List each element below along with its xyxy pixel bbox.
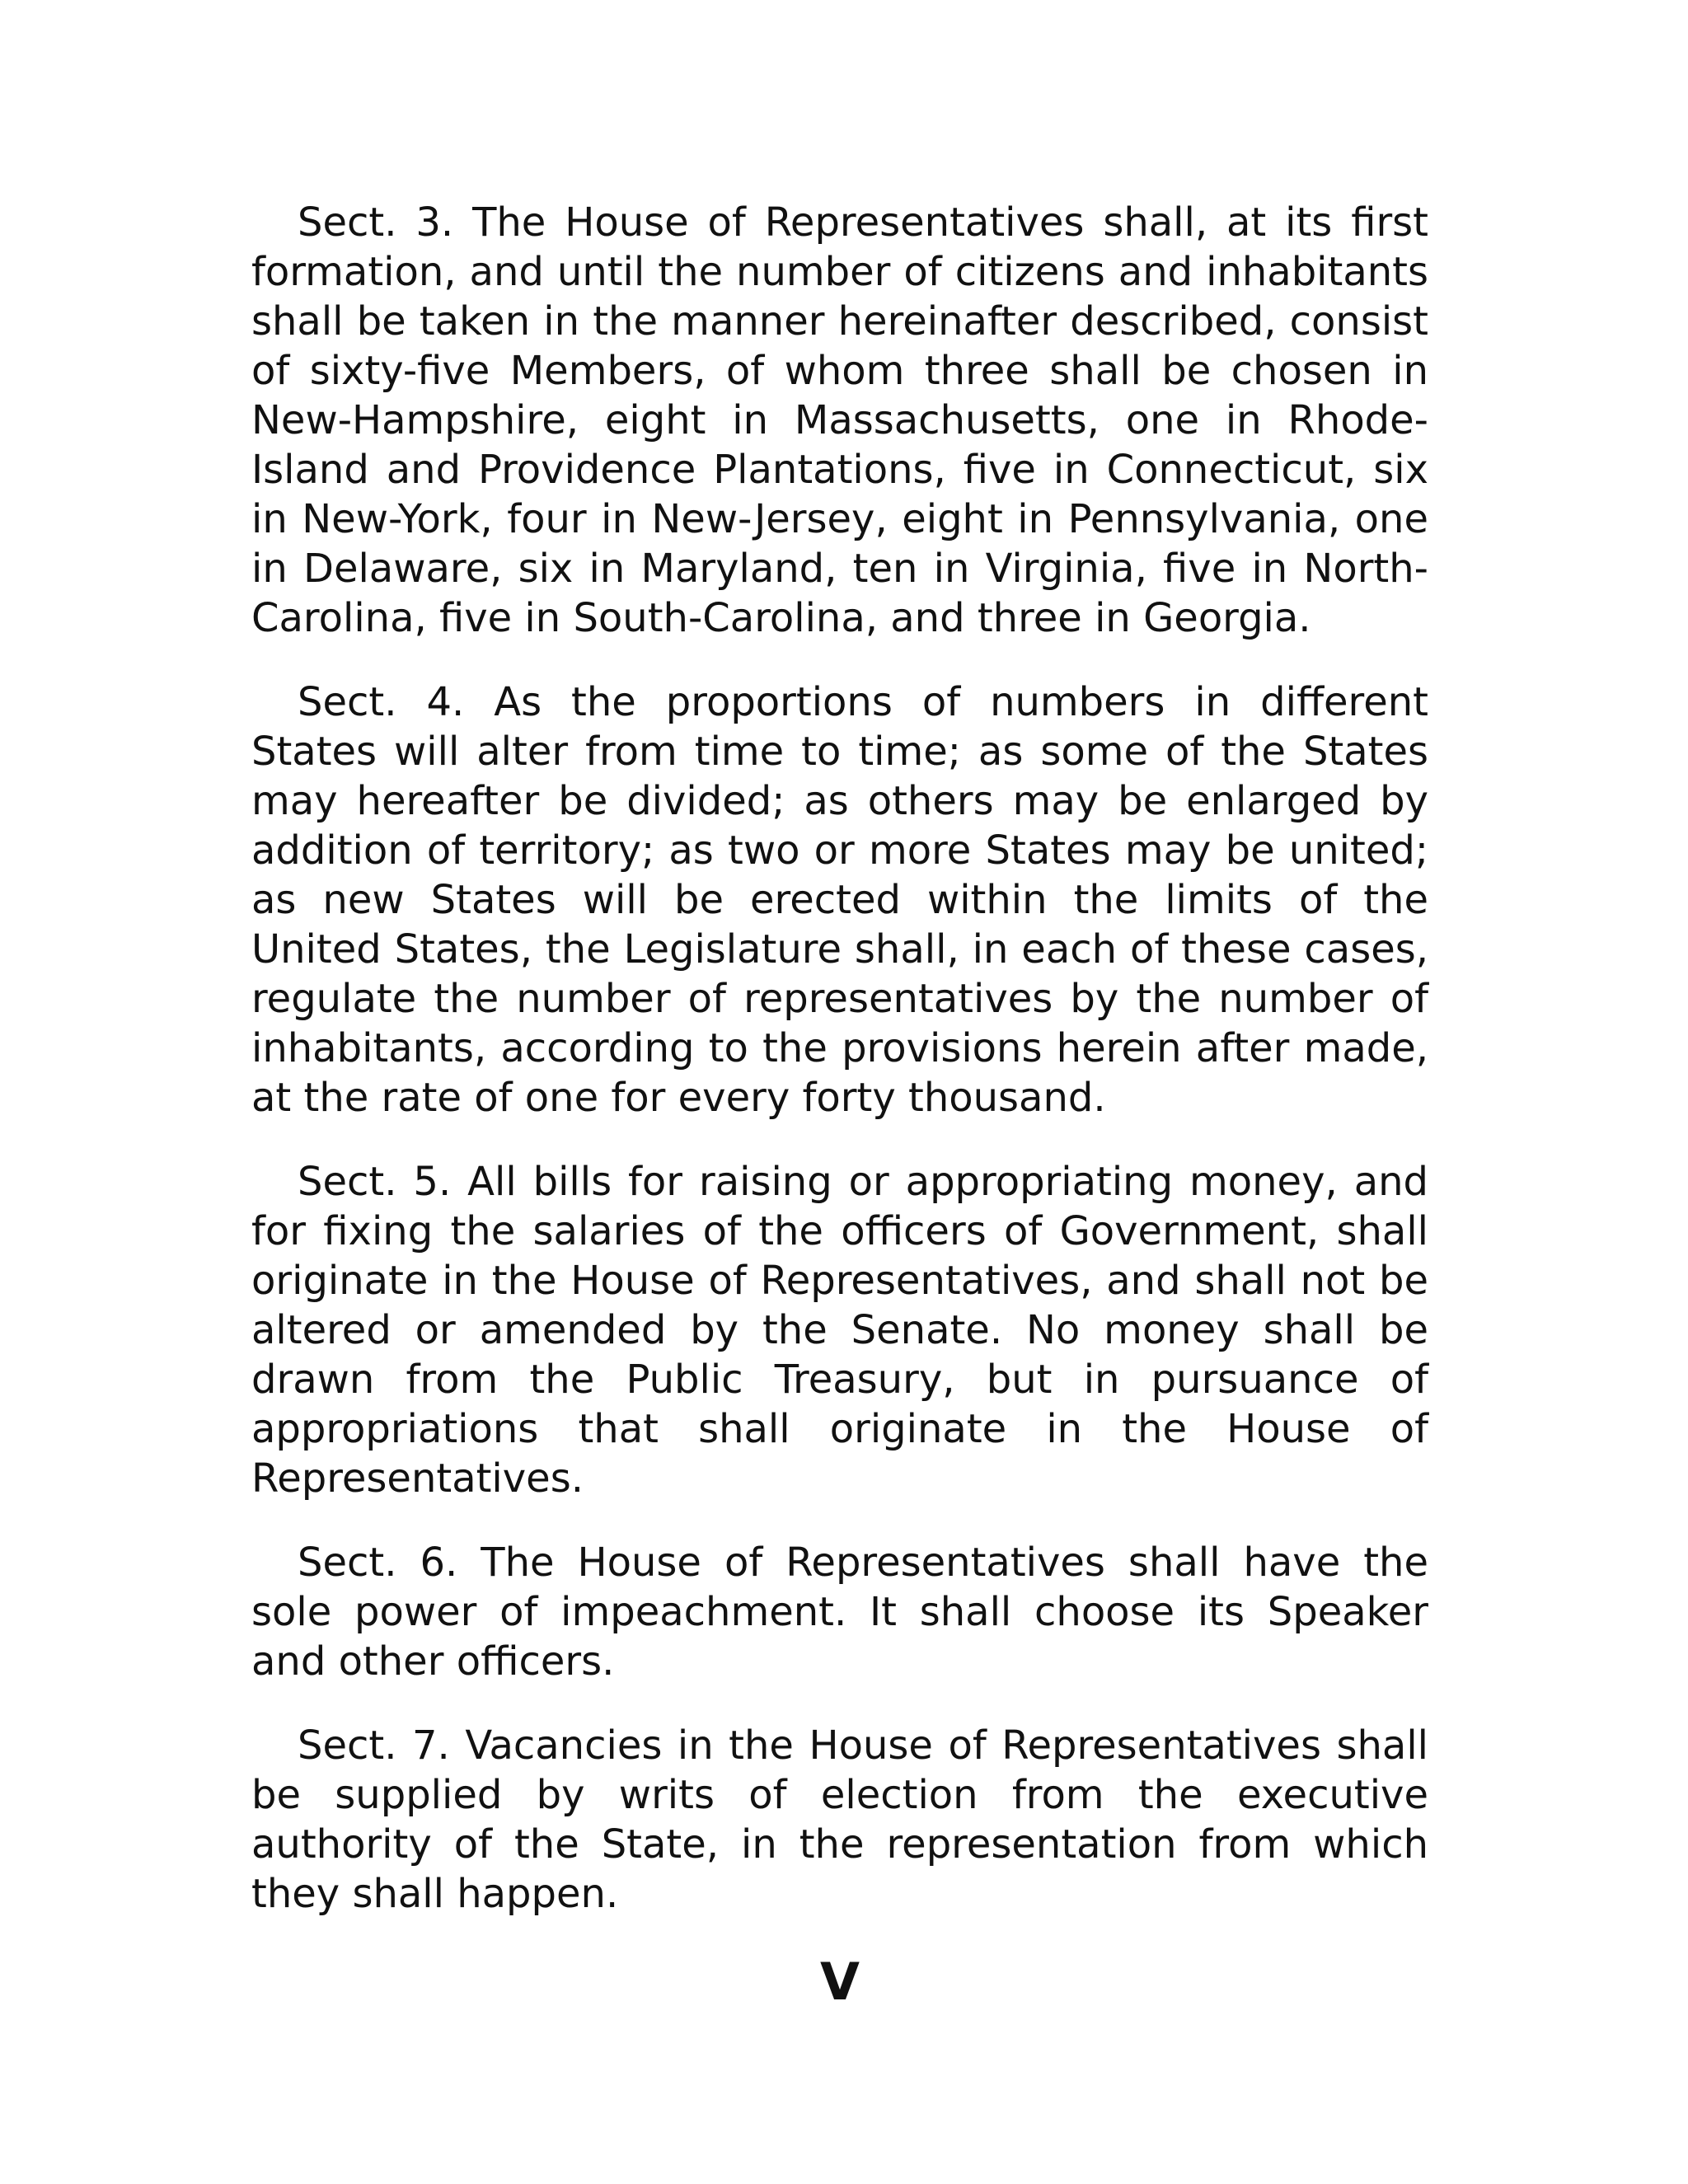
document-page: [251, 198, 1428, 2011]
section-3-paragraph: Sect. 3. The House of Representatives shall, at its first formation, and until the number of citizens and inhabitants shall be taken in the manner hereinafter described, consist of sixty-five Members, of whom three shall be chosen in New-Hampshire, eight in Massachusetts, one in Rhode-Island and Providence Plantations, five in Connecticut, six in New-York, four in New-Jersey, eight in Pennsylvania, one in Delaware, six in Maryland, ten in Virginia, five in North-Carolina, five in South-Carolina, and three in Georgia.: [251, 199, 1428, 641]
section-4-paragraph: Sect. 4. As the proportions of numbers in different States will alter from time to time; as some of the States may hereafter be divided; as others may be enlarged by addition of territory; as two or more States may be united; as new States will be erected within the limits of the United States, the Legislature shall, in each of these cases, regulate the number of representatives by the number of inhabitants, according to the provisions herein after made, at the rate of one for every forty thousand.: [251, 679, 1428, 1121]
section-7-paragraph: Sect. 7. Vacancies in the House of Representatives shall be supplied by writs of election from the executive authority of the State, in the representation from which they shall happen.: [251, 1722, 1428, 1917]
section-6-paragraph: Sect. 6. The House of Representatives shall have the sole power of impeachment. It shall choose its Speaker and other officers.: [251, 1540, 1428, 1685]
next-article-heading: V: [820, 1952, 860, 2012]
section-5-paragraph: Sect. 5. All bills for raising or appropriating money, and for fixing the salaries of the officers of Government, shall originate in the House of Representatives, and shall not be altered or amended by the Senate. No money shall be drawn from the Public Treasury, but in pursuance of appropriations that shall originate in the House of Representatives.: [251, 1159, 1428, 1502]
